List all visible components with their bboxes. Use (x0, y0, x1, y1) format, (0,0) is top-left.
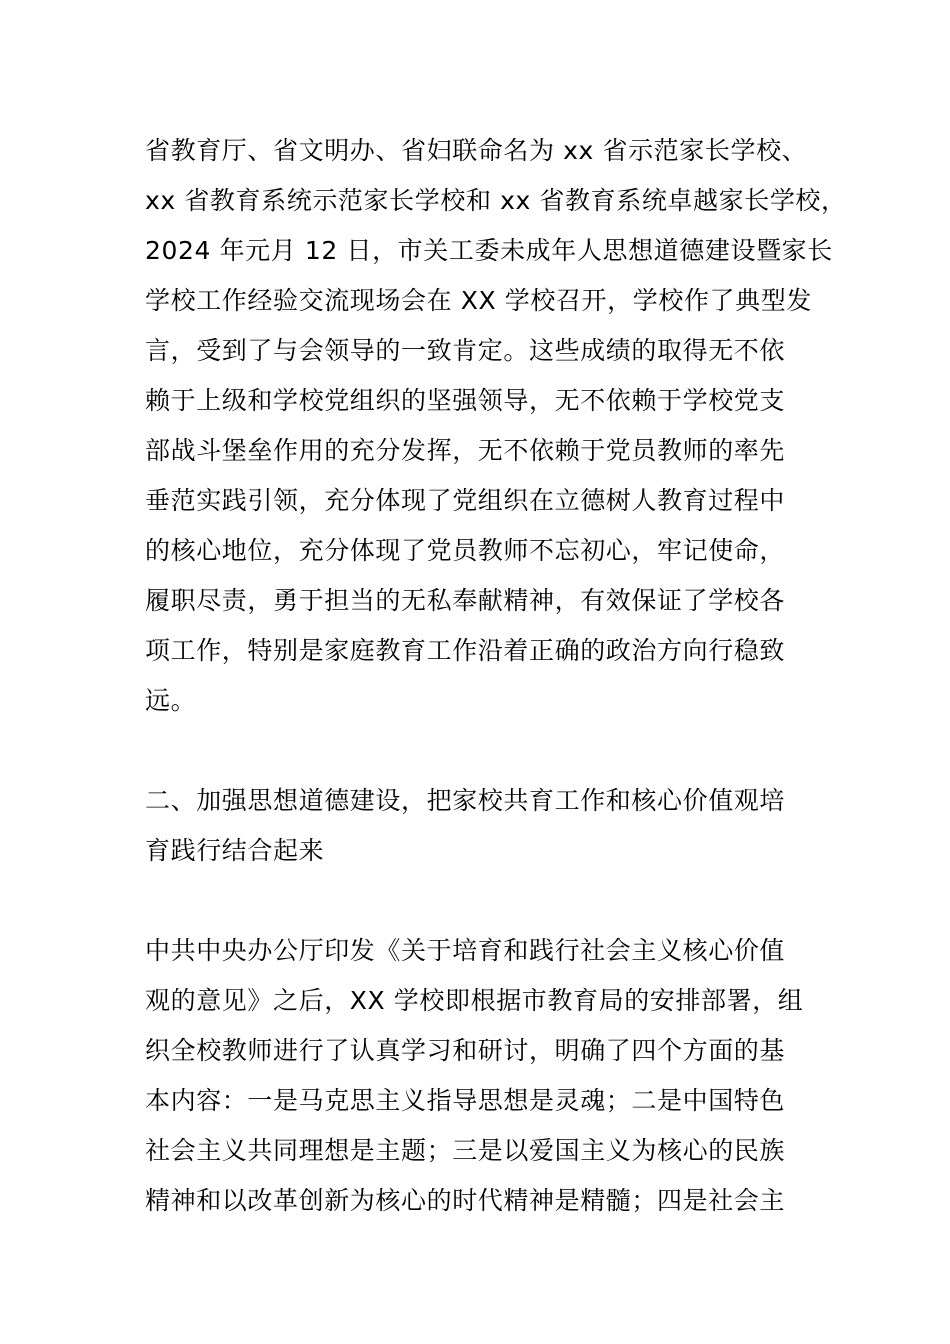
text-line: 2024 年元月 12 日，市关工委未成年人思想道德建设暨家长 (145, 236, 833, 265)
body-paragraph-achievements (145, 126, 847, 726)
text-line: 观的意见》之后，XX 学校即根据市教育局的安排部署，组 (145, 986, 804, 1015)
heading-line: 育践行结合起来 (145, 836, 325, 865)
text-line: xx 省教育系统示范家长学校和 xx 省教育系统卓越家长学校， (145, 186, 847, 215)
text-line: 中共中央办公厅印发《关于培育和践行社会主义核心价值 (145, 936, 786, 965)
text-line: 省教育厅、省文明办、省妇联命名为 xx 省示范家长学校、 (145, 136, 808, 165)
text-line: 织全校教师进行了认真学习和研讨，明确了四个方面的基 (145, 1036, 786, 1065)
text-line: 部战斗堡垒作用的充分发挥，无不依赖于党员教师的率先 (145, 436, 786, 465)
body-paragraph-core-values (145, 926, 815, 1226)
section-heading (145, 776, 815, 876)
text-line: 赖于上级和学校党组织的坚强领导，无不依赖于学校党支 (145, 386, 786, 415)
text-line: 学校工作经验交流现场会在 XX 学校召开，学校作了典型发 (145, 286, 812, 315)
text-line: 的核心地位，充分体现了党员教师不忘初心，牢记使命， (145, 536, 786, 565)
text-line: 社会主义共同理想是主题；三是以爱国主义为核心的民族 (145, 1136, 786, 1165)
text-line: 远。 (145, 686, 197, 715)
document-body (145, 126, 847, 1226)
text-line: 精神和以改革创新为核心的时代精神是精髓；四是社会主 (145, 1186, 786, 1215)
paragraph-spacer (145, 876, 815, 926)
text-line: 本内容：一是马克思主义指导思想是灵魂；二是中国特色 (145, 1086, 786, 1115)
text-line: 项工作，特别是家庭教育工作沿着正确的政治方向行稳致 (145, 636, 786, 665)
heading-line: 二、加强思想道德建设，把家校共育工作和核心价值观培 (145, 786, 786, 815)
text-line: 履职尽责，勇于担当的无私奉献精神，有效保证了学校各 (145, 586, 786, 615)
text-line: 言，受到了与会领导的一致肯定。这些成绩的取得无不依 (145, 336, 786, 365)
paragraph-spacer (145, 726, 815, 776)
text-line: 垂范实践引领，充分体现了党组织在立德树人教育过程中 (145, 486, 786, 515)
